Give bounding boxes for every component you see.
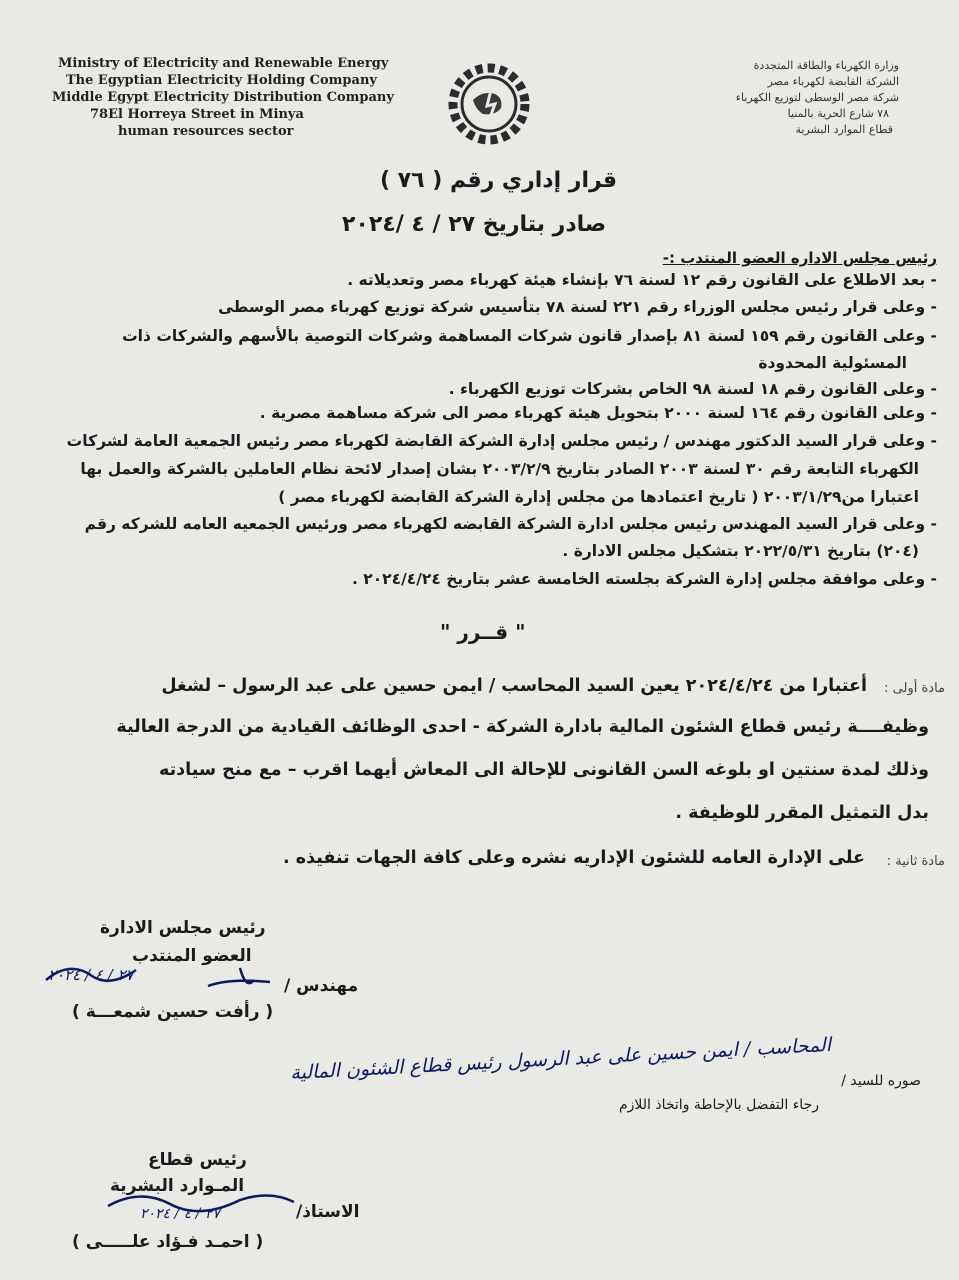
- reference-line: الكهرباء التابعة رقم ٣٠ لسنة ٢٠٠٣ الصادر بتاريخ ٢٠٠٣/٢/٩ بشان إصدار لائحة نظام العاملين بالشركة والعمل بها: [80, 460, 919, 478]
- signatory2-title: رئيس قطاع: [148, 1150, 247, 1170]
- signatory1-name: ( رأفت حسين شمعـــة ): [72, 1002, 274, 1022]
- copy-handwritten-recipient: المحاسب / ايمن حسين على عبد الرسول رئيس قطاع الشئون المالية: [289, 1033, 832, 1085]
- header-english-line: 78El Horreya Street in Minya: [90, 107, 304, 122]
- reference-line: - وعلى قرار السيد المهندس رئيس مجلس ادارة الشركة القابضه لكهرباء مصر ورئيس الجمعيه العامه للشركه رقم: [84, 515, 937, 533]
- header-arabic-line: ٧٨ شارع الحرية بالمنيا: [787, 107, 889, 120]
- signature2-date: ٢٧ / ٤ / ٢٠٢٤: [140, 1206, 220, 1222]
- reference-line: - وعلى القانون رقم ١٨ لسنة ٩٨ الخاص بشركات توزيع الكهرباء .: [448, 380, 937, 398]
- reference-line: - وعلى القانون رقم ١٥٩ لسنة ٨١ بإصدار قانون شركات المساهمة وشركات التوصية بالأسهم والشركات ذات: [122, 327, 937, 345]
- header-english-line: Middle Egypt Electricity Distribution Company: [52, 90, 394, 105]
- article1-line: وذلك لمدة سنتين او بلوغه السن القانونى للإحالة الى المعاش أيهما اقرب – مع منح سيادته: [158, 760, 929, 780]
- decision-heading: " قــرر ": [440, 620, 526, 644]
- header-arabic-line: وزارة الكهرباء والطاقة المتجددة: [753, 59, 899, 72]
- reference-line: (٢٠٤) بتاريخ ٢٠٢٢/٥/٣١ بتشكيل مجلس الادارة .: [562, 542, 919, 560]
- article1-line: بدل التمثيل المقرر للوظيفة .: [675, 803, 929, 823]
- header-arabic-line: قطاع الموارد البشرية: [795, 123, 893, 136]
- reference-line: اعتبارا من٢٠٠٣/١/٢٩ ( تاريخ اعتمادها من مجلس إدارة الشركة القابضة لكهرباء مصر ): [278, 488, 919, 506]
- header-english-line: Ministry of Electricity and Renewable Energy: [58, 56, 389, 71]
- reference-line: - وعلى قرار السيد الدكتور مهندس / رئيس مجلس إدارة الشركة القابضة لكهرباء مصر رئيس الجمعية العامة لشركات: [66, 432, 937, 450]
- header-arabic-line: الشركة القابضة لكهرباء مصر: [767, 75, 899, 88]
- company-logo: [443, 60, 535, 148]
- copy-request: رجاء التفضل بالإحاطة واتخاذ اللازم: [618, 1097, 819, 1113]
- signatory2-prefix: الاستاذ/: [296, 1202, 360, 1222]
- signatory1-subtitle: العضو المنتدب: [132, 946, 252, 966]
- header-english-line: The Egyptian Electricity Holding Company: [66, 73, 377, 88]
- reference-line: المسئولية المحدودة: [758, 354, 907, 372]
- reference-line: - بعد الاطلاع على القانون رقم ١٢ لسنة ٧٦ بإنشاء هيئة كهرباء مصر وتعديلاته .: [347, 271, 937, 289]
- reference-line: - وعلى القانون رقم ١٦٤ لسنة ٢٠٠٠ بتحويل هيئة كهرباء مصر الى شركة مساهمة مصرية .: [259, 404, 937, 422]
- references-heading: رئيس مجلس الاداره العضو المنتدب :-: [662, 249, 937, 267]
- signatory2-subtitle: المـوارد البشرية: [110, 1176, 245, 1196]
- signature1-date: ٢٧ / ٤ / ٢٠٢٤: [48, 966, 134, 984]
- header-arabic-line: شركة مصر الوسطى لتوزيع الكهرباء: [735, 91, 899, 104]
- reference-line: - وعلى قرار رئيس مجلس الوزراء رقم ٢٢١ لسنة ٧٨ بتأسيس شركة توزيع كهرباء مصر الوسطى: [218, 298, 937, 316]
- article1-line: أعتبارا من ٢٠٢٤/٤/٢٤ يعين السيد المحاسب / ايمن حسين على عبد الرسول – لشغل: [161, 676, 867, 696]
- reference-line: - وعلى موافقة مجلس إدارة الشركة بجلسته الخامسة عشر بتاريخ ٢٠٢٤/٤/٢٤ .: [351, 570, 937, 588]
- article2-text: على الإدارة العامه للشئون الإداريه نشره وعلى كافة الجهات تنفيذه .: [283, 848, 865, 868]
- article1-label: مادة أولى :: [884, 681, 945, 696]
- header-english-line: human resources sector: [118, 124, 294, 139]
- article1-line: وظيفــــة رئيس قطاع الشئون المالية بادارة الشركة - احدى الوظائف القيادية من الدرجة العالية: [116, 717, 929, 737]
- article2-label: مادة ثانية :: [886, 854, 945, 869]
- copy-prefix: صوره للسيد /: [841, 1073, 921, 1089]
- signatory1-prefix: مهندس /: [284, 976, 359, 996]
- signatory1-title: رئيس مجلس الادارة: [100, 918, 266, 938]
- decision-title: قرار إداري رقم ( ٧٦ ): [380, 168, 618, 193]
- signatory2-name: ( احمـد فـؤاد علـــــى ): [72, 1232, 264, 1252]
- decision-date: صادر بتاريخ ٢٧ / ٤ /٢٠٢٤: [342, 212, 607, 237]
